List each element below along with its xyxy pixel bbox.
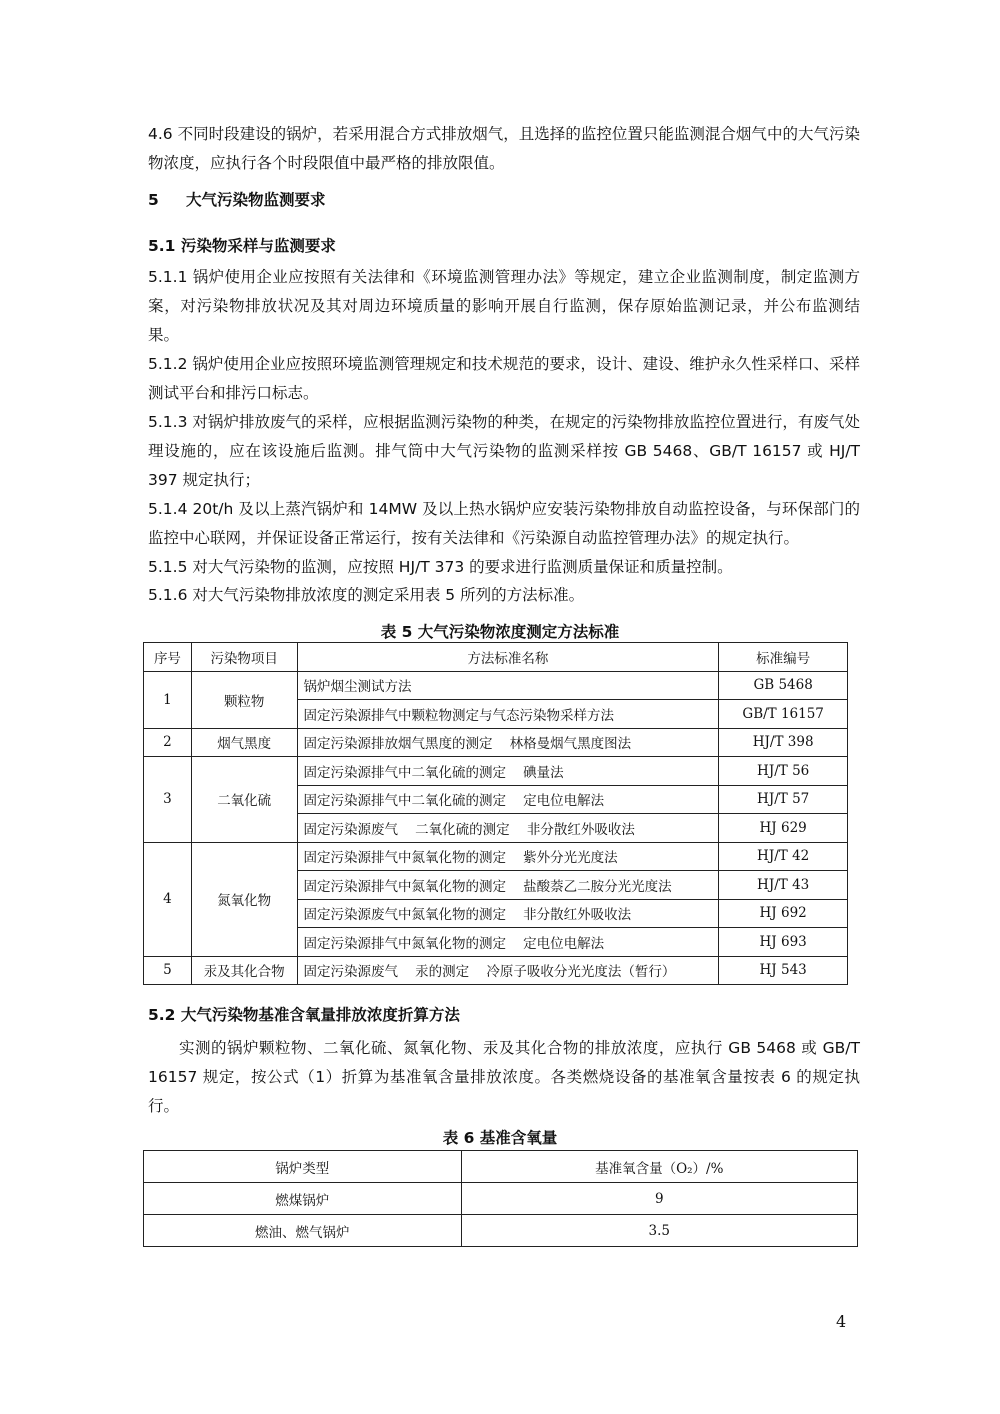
table-6 [143,1150,858,1247]
paragraph-5-1-4: 5.1.4 20t/h 及以上蒸汽锅炉和 14MW 及以上热水锅炉应安装污染物排放自动监控设备，与环保部门的监控中心联网，并保证设备正常运行，按有关法律和《污染源自动监控管理办法》的规定执行。 [148,500,860,547]
table-5-cell-code: HJ 629 [719,814,848,843]
section-5-number: 5 [148,191,159,209]
table-5-cell-code: GB/T 16157 [719,700,848,729]
paragraph-5-1-2: 5.1.2 锅炉使用企业应按照环境监测管理规定和技术规范的要求，设计、建设、维护永久性采样口、采样测试平台和排污口标志。 [148,355,860,402]
table-5-cell-no: 1 [144,671,192,728]
table-row [144,1215,858,1247]
table-5-caption: 表 5 大气污染物浓度测定方法标准 [380,623,620,641]
table-5-cell-no: 3 [144,757,192,843]
table-5-cell-no: 4 [144,842,192,956]
table-5-cell-item: 氮氧化物 [191,842,297,956]
table-5-cell-method: 固定污染源排气中氮氧化物的测定 定电位电解法 [297,928,719,957]
table-5-cell-code: HJ 543 [719,956,848,985]
table-5-cell-code: HJ/T 57 [719,785,848,814]
table-5-cell-method: 固定污染源废气 二氧化硫的测定 非分散红外吸收法 [297,814,719,843]
table-5-cell-no: 5 [144,956,192,985]
table-6-caption: 表 6 基准含氧量 [442,1129,558,1147]
paragraph-5-1-1: 5.1.1 锅炉使用企业应按照有关法律和《环境监测管理办法》等规定，建立企业监测制度，制定监测方案，对污染物排放状况及其对周边环境质量的影响开展自行监测，保存原始监测记录，并公布监测结果。 [148,268,860,344]
table-6-header-type: 锅炉类型 [144,1151,462,1183]
section-5-title: 大气污染物监测要求 [186,191,326,209]
table-5-cell-no: 2 [144,728,192,757]
table-5-header-row [144,643,848,672]
table-6-cell-value: 3.5 [461,1215,857,1247]
table-6-header-value: 基准氧含量（O₂）/% [461,1151,857,1183]
table-6-cell-type: 燃油、燃气锅炉 [144,1215,462,1247]
table-5-cell-code: HJ/T 43 [719,871,848,900]
table-row [144,956,848,985]
table-5-header-code: 标准编号 [719,643,848,672]
paragraph-4-6: 4.6 不同时段建设的锅炉，若采用混合方式排放烟气，且选择的监控位置只能监测混合烟气中的大气污染物浓度，应执行各个时段限值中最严格的排放限值。 [148,125,860,172]
paragraph-5-1-3: 5.1.3 对锅炉排放废气的采样，应根据监测污染物的种类，在规定的污染物排放监控位置进行，有废气处理设施的，应在该设施后监测。排气筒中大气污染物的监测采样按 GB 5468、GB/T 16157 或 HJ/T 397 规定执行； [148,413,860,489]
section-5-1-heading: 5.1 污染物采样与监测要求 [148,237,336,255]
table-5-cell-method: 固定污染源排气中二氧化硫的测定 定电位电解法 [297,785,719,814]
page-number: 4 [836,1312,847,1331]
table-row [144,671,848,700]
table-5-cell-code: HJ 692 [719,899,848,928]
table-5-cell-method: 固定污染源排放烟气黑度的测定 林格曼烟气黑度图法 [297,728,719,757]
table-5-cell-code: HJ/T 42 [719,842,848,871]
section-5-heading [148,187,326,213]
table-5-cell-item: 二氧化硫 [191,757,297,843]
table-5-cell-item: 汞及其化合物 [191,956,297,985]
table-5-cell-code: HJ/T 398 [719,728,848,757]
table-row [144,757,848,786]
table-5-cell-method: 锅炉烟尘测试方法 [297,671,719,700]
table-6-cell-type: 燃煤锅炉 [144,1183,462,1215]
paragraph-5-1-5: 5.1.5 对大气污染物的监测，应按照 HJ/T 373 的要求进行监测质量保证和质量控制。 [148,558,733,576]
table-5-cell-code: GB 5468 [719,671,848,700]
table-5-cell-method: 固定污染源排气中氮氧化物的测定 盐酸萘乙二胺分光光度法 [297,871,719,900]
table-row [144,728,848,757]
table-6-header-row [144,1151,858,1183]
table-5-header-method: 方法标准名称 [297,643,719,672]
table-5-header-item: 污染物项目 [191,643,297,672]
table-6-body [144,1183,858,1247]
table-5 [143,642,848,985]
table-5-cell-method: 固定污染源废气中氮氧化物的测定 非分散红外吸收法 [297,899,719,928]
paragraph-5-1-6: 5.1.6 对大气污染物排放浓度的测定采用表 5 所列的方法标准。 [148,586,585,604]
table-5-cell-item: 烟气黑度 [191,728,297,757]
table-5-cell-item: 颗粒物 [191,671,297,728]
table-5-body [144,671,848,985]
table-5-cell-method: 固定污染源排气中二氧化硫的测定 碘量法 [297,757,719,786]
table-5-cell-code: HJ/T 56 [719,757,848,786]
table-5-cell-code: HJ 693 [719,928,848,957]
table-5-header-no: 序号 [144,643,192,672]
table-row [144,1183,858,1215]
table-6-cell-value: 9 [461,1183,857,1215]
table-5-cell-method: 固定污染源排气中颗粒物测定与气态污染物采样方法 [297,700,719,729]
table-5-cell-method: 固定污染源废气 汞的测定 冷原子吸收分光光度法（暂行） [297,956,719,985]
table-5-cell-method: 固定污染源排气中氮氧化物的测定 紫外分光光度法 [297,842,719,871]
table-row [144,842,848,871]
section-5-2-heading: 5.2 大气污染物基准含氧量排放浓度折算方法 [148,1006,460,1024]
paragraph-5-2: 实测的锅炉颗粒物、二氧化硫、氮氧化物、汞及其化合物的排放浓度，应执行 GB 5468 或 GB/T 16157 规定，按公式（1）折算为基准氧含量排放浓度。各类燃烧设备的基准氧含量按表 6 的规定执行。 [148,1039,860,1115]
